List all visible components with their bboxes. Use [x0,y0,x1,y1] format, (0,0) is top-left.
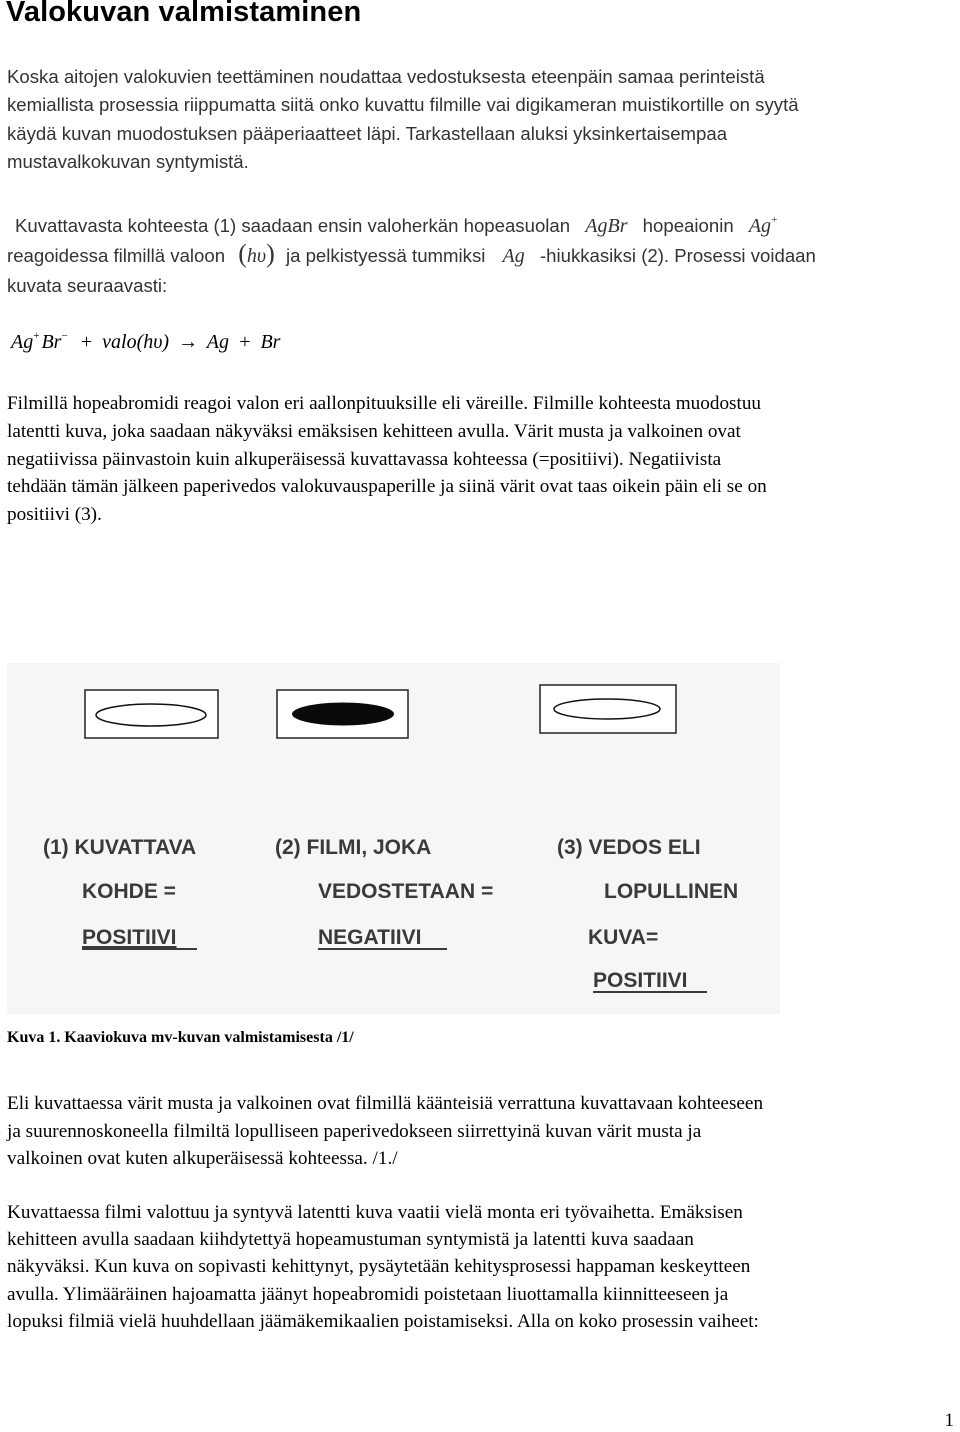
page-number: 1 [944,1410,954,1431]
reaction-text: hopeaionin [642,215,734,236]
intro-line: kemiallista prosessia riippumatta siitä onko kuvattu filmille vai digikameran muistikortille on syytä [7,94,799,115]
formula-ag: Ag [748,215,772,237]
eq-plus-charge: + [33,330,40,342]
eq-rest: + valo(hυ) → Ag + Br [79,331,281,353]
paragraph-line: latentti kuva, joka saadaan näkyväksi emäksisen kehitteen avulla. Värit musta ja valkoinen ovat [7,421,741,442]
paragraph-line: lopuksi filmiä vielä huuhdellaan jäämäkemikaalien poistamiseksi. Alla on koko prosessin vaiheet: [7,1311,759,1332]
paragraph-line: tehdään tämän jälkeen paperivedos valokuvauspaperille ja siinä värit ovat taas oikein päin eli se on [7,476,767,497]
col2-label-3: NEGATIIVI [318,926,422,949]
reaction-line-2 [7,240,816,271]
paragraph-line: ja suurennoskoneella filmiltä lopulliseen paperivedokseen siirrettyinä kuvan värit musta ja [7,1121,702,1142]
paragraph-line: avulla. Ylimääräinen hajoamatta jäänyt hopeabromidi poistetaan liuottamalla kiinnitteeseen ja [7,1284,729,1305]
process-diagram [7,663,780,1014]
paragraph-line: näkyväksi. Kun kuva on sopivasti kehittynyt, pysäytetään kehitysprosessi happaman keskeytteen [7,1256,751,1277]
paragraph-line: Eli kuvattaessa värit musta ja valkoinen ovat filmillä käänteisiä verrattuna kuvattavaan kohteeseen [7,1093,764,1114]
col2-label-1: (2) FILMI, JOKA [275,836,432,859]
paragraph-line: valkoinen ovat kuten alkuperäisessä kohteessa. /1./ [7,1148,398,1169]
film-ellipse-black [292,703,394,726]
reaction-line-1 [15,206,777,241]
intro-line: Koska aitojen valokuvien teettäminen noudattaa vedostuksesta eteenpäin samaa perinteistä [7,66,765,87]
formula-ag-particle: Ag [502,245,525,267]
col3-label-3: KUVA= [588,926,659,949]
eq-minus-charge: − [61,330,68,342]
col3-label-2: LOPULLINEN [604,880,739,903]
formula-hv: hυ [246,245,267,267]
paragraph-line: negatiivissa päinvastoin kuin alkuperäisessä kuvattavassa kohteessa (=positiivi). Negatiivista [7,449,722,470]
col3-label-4: POSITIIVI [593,969,688,992]
reaction-text: reagoidessa filmillä valoon [7,245,226,266]
reaction-equation [11,330,280,354]
col3-label-1: (3) VEDOS ELI [557,836,701,859]
formula-ag-ion [749,215,777,237]
paragraph-line: Filmillä hopeabromidi reagoi valon eri aallonpituuksille eli väreille. Filmille kohteesta muodostuu [7,393,762,414]
eq-br: Br [41,331,62,353]
col1-label-3: POSITIIVI [82,926,177,949]
object-ellipse-white [96,704,206,726]
intro-line: mustavalkokuvan syntymistä. [7,151,249,172]
paragraph-line: positiivi (3). [7,504,102,525]
reaction-line-3: kuvata seuraavasti: [7,275,168,296]
formula-photon: (hυ) [238,239,275,268]
intro-line: käydä kuvan muodostuksen pääperiaatteet läpi. Tarkastellaan aluksi yksinkertaisempaa [7,123,728,144]
eq-ag: Ag [11,331,34,353]
charge-plus: + [771,214,778,226]
col1-label-1: (1) KUVATTAVA [43,836,197,859]
figure-caption: Kuva 1. Kaaviokuva mv-kuvan valmistamisesta /1/ [7,1029,354,1046]
formula-agbr: AgBr [585,215,628,237]
reaction-text: ja pelkistyessä tummiksi [285,245,486,266]
print-ellipse-white [554,699,660,719]
reaction-text: Kuvattavasta kohteesta (1) saadaan ensin valoherkän hopeasuolan [15,215,571,236]
paragraph-line: Kuvattaessa filmi valottuu ja syntyvä latentti kuva vaatii vielä monta eri työvaihetta. Emäksisen [7,1202,743,1223]
paragraph-line: kehitteen avulla saadaan kiihdytettyä hopeamustuman syntymistä ja latentti kuva saadaan [7,1229,694,1250]
reaction-text: -hiukkasiksi (2). Prosessi voidaan [539,245,816,266]
process-diagram-svg [7,663,780,1014]
col2-label-2: VEDOSTETAAN = [318,880,494,903]
page-title: Valokuvan valmistaminen [6,0,362,28]
col1-label-2: KOHDE = [82,880,176,903]
